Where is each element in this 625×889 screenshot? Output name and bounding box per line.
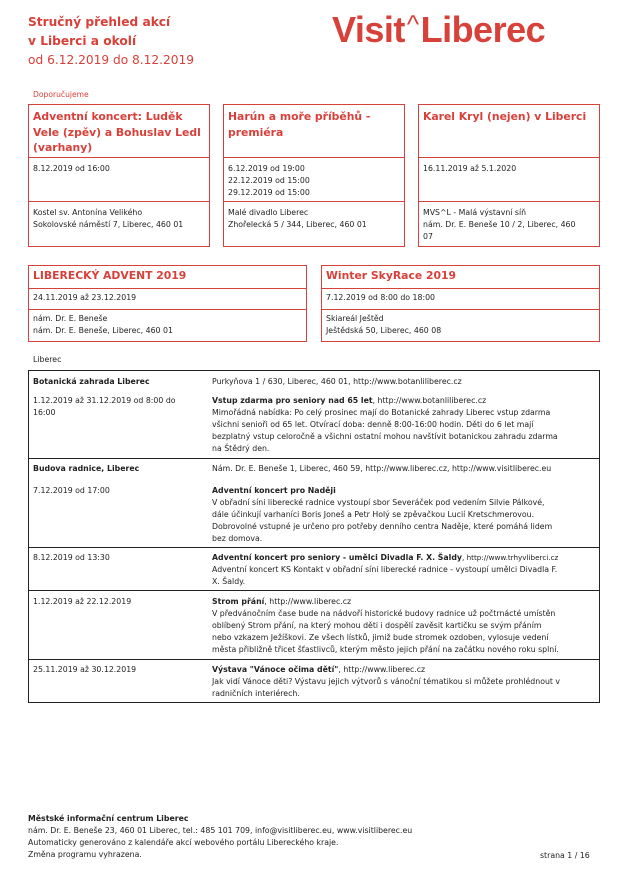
- event-date-line: 7.12.2019 od 17:00: [33, 486, 110, 495]
- card-place-line: Ještědská 50, Liberec, 460 08: [326, 326, 442, 335]
- event-item[interactable]: [212, 664, 560, 700]
- card-place-line: Zhořelecká 5 / 344, Liberec, 460 01: [228, 220, 367, 229]
- card-title-line: Winter SkyRace 2019: [326, 269, 456, 282]
- event-desc-line: V předvánočním čase bude na nádvoří historické budovy radnice už počtrnácté umístěn: [212, 609, 556, 618]
- card-place-line: nám. Dr. E. Beneše: [33, 314, 108, 323]
- event-date: [33, 395, 176, 419]
- recommended-card[interactable]: [28, 265, 307, 342]
- event-title[interactable]: Vstup zdarma pro seniory nad 65 let: [212, 396, 373, 405]
- event-desc-line: X. Šaldy.: [212, 577, 246, 586]
- venue-divider: [29, 458, 599, 459]
- event-desc-line: Mimořádná nabídka: Po celý prosinec mají do Botanické zahrady Liberec vstup zdarma: [212, 408, 551, 417]
- card-dates: [326, 292, 596, 304]
- logo-liberec: Liberec: [420, 9, 546, 50]
- card-date: 29.12.2019 od 15:00: [228, 188, 310, 197]
- event-desc-line: dále účinkují varhaníci Boris Joneš a Petr Holý se zpěvačkou Lucií Kretschmerovou.: [212, 510, 535, 519]
- event-title[interactable]: Strom přání: [212, 597, 265, 606]
- event-desc-line: V obřadní síni liberecké radnice vystoupí sbor Severáček pod vedením Silvie Pálkové,: [212, 498, 545, 507]
- event-desc-line: Dobrovolné vstupné je určeno pro potřeby denního centra Naděje, které pomáhá lidem: [212, 522, 553, 531]
- card-divider: [29, 157, 209, 158]
- logo-caret-icon: ^: [406, 9, 419, 39]
- card-title-line: Harún a moře příběhů -: [228, 110, 371, 123]
- events-table: [28, 370, 600, 703]
- footer-org: Městské informační centrum Liberec: [28, 814, 189, 823]
- doc-title-line-2: v Liberci a okolí: [28, 34, 137, 48]
- card-title-line: premiéra: [228, 125, 284, 139]
- card-title-line: Adventní koncert: Luděk: [33, 110, 183, 123]
- event-desc-line: Jak vidí Vánoce děti? Výstavu jejich výtvorů s vánoční tématikou si můžete prohlédnout v: [212, 677, 561, 686]
- card-place: [33, 207, 206, 231]
- visit-liberec-logo: [332, 9, 545, 51]
- event-date-line: 16:00: [33, 408, 56, 417]
- card-title[interactable]: [33, 109, 205, 156]
- event-date: [33, 596, 131, 608]
- card-dates: [228, 163, 401, 199]
- card-dates: [33, 163, 206, 175]
- event-date: [33, 485, 110, 497]
- footer-generated: Automaticky generováno z kalendáře akcí webového portálu Libereckého kraje.: [28, 838, 339, 847]
- recommended-card[interactable]: [321, 265, 600, 342]
- venue-name: Botanická zahrada Liberec: [33, 377, 150, 386]
- card-date: 8.12.2019 od 16:00: [33, 164, 110, 173]
- card-place-line: MVS^L - Malá výstavní síň: [423, 208, 527, 217]
- event-item[interactable]: [212, 395, 558, 455]
- event-desc-line: radničních interiérech.: [212, 689, 300, 698]
- card-place-line: nám. Dr. E. Beneše, Liberec, 460 01: [33, 326, 173, 335]
- card-divider: [29, 201, 209, 202]
- card-title[interactable]: [33, 268, 302, 284]
- card-divider: [322, 288, 599, 289]
- card-place: [33, 313, 303, 337]
- event-date-line: 8.12.2019 od 13:30: [33, 553, 110, 562]
- card-divider: [419, 157, 599, 158]
- card-title-line: (varhany): [33, 141, 93, 154]
- card-date: 6.12.2019 od 19:00: [228, 164, 305, 173]
- event-divider: [29, 659, 599, 660]
- event-item[interactable]: [212, 552, 558, 588]
- card-place-line: Kostel sv. Antonína Velikého: [33, 208, 143, 217]
- card-title-line: LIBERECKÝ ADVENT 2019: [33, 269, 187, 282]
- event-desc-line: Adventní koncert KS Kontakt v obřadní síni liberecké radnice - vystoupí umělci Divadla F.: [212, 565, 558, 574]
- recommended-card[interactable]: [418, 104, 600, 247]
- event-desc-line: bezplatný vstup celoročně a všichni ostatní mohou navštívit botanickou zahradu zdarma: [212, 432, 558, 441]
- card-date: 24.11.2019 až 23.12.2019: [33, 293, 137, 302]
- event-date-line: 1.12.2019 až 31.12.2019 od 8:00 do: [33, 396, 176, 405]
- event-desc-line: nebo vzkazem Ježíškovi. Ze všech lístků, jimiž bude stromek ozdoben, vylosuje vedení: [212, 633, 549, 642]
- card-divider: [224, 201, 404, 202]
- event-link[interactable]: , http://www.liberec.cz: [338, 665, 426, 674]
- event-title[interactable]: Adventní koncert pro seniory - umělci Divadla F. X. Šaldy: [212, 553, 462, 562]
- event-item[interactable]: [212, 596, 559, 656]
- event-link[interactable]: , http://www.botanliliberec.cz: [372, 396, 487, 405]
- card-divider: [29, 309, 306, 310]
- event-link[interactable]: , http://www.trhyvliberci.cz: [462, 553, 559, 562]
- event-date: [33, 664, 136, 676]
- event-title[interactable]: Adventní koncert pro Naději: [212, 486, 336, 495]
- doc-title-line-1: Stručný přehled akcí: [28, 15, 171, 29]
- event-desc-line: oblíbený Strom přání, na který mohou děti i dospělí zavěsit kartičku se svým přáním: [212, 621, 542, 630]
- card-divider: [29, 288, 306, 289]
- card-date: 16.11.2019 až 5.1.2020: [423, 164, 517, 173]
- event-item[interactable]: [212, 485, 552, 545]
- card-place-line: 07: [423, 232, 433, 241]
- venue-name: Budova radnice, Liberec: [33, 464, 140, 473]
- card-place-line: Malé divadlo Liberec: [228, 208, 309, 217]
- event-desc-line: bez domova.: [212, 534, 263, 543]
- card-date: 7.12.2019 od 8:00 do 18:00: [326, 293, 436, 302]
- card-dates: [33, 292, 303, 304]
- venue-address[interactable]: Nám. Dr. E. Beneše 1, Liberec, 460 59, http://www.liberec.cz, http://www.visitliberec.eu: [212, 464, 552, 473]
- card-place: [228, 207, 401, 231]
- card-divider: [419, 201, 599, 202]
- card-title[interactable]: [228, 109, 400, 140]
- footer-contact[interactable]: nám. Dr. E. Beneše 23, 460 01 Liberec, tel.: 485 101 709, info@visitliberec.eu, www.visitliberec.eu: [28, 826, 413, 835]
- event-divider: [29, 590, 599, 591]
- card-place-line: Sokolovské náměstí 7, Liberec, 460 01: [33, 220, 184, 229]
- event-desc-line: města přibližně třicet šťastlivců, kterým město jejich přání na začátku nového roku splní.: [212, 645, 559, 654]
- doc-date-range: od 6.12.2019 do 8.12.2019: [28, 53, 195, 67]
- event-link[interactable]: , http://www.liberec.cz: [264, 597, 352, 606]
- page-number: strana 1 / 16: [540, 851, 590, 860]
- card-place: [326, 313, 596, 337]
- footer-disclaimer: Změna programu vyhrazena.: [28, 850, 142, 859]
- card-title-line: Karel Kryl (nejen) v Liberci: [423, 110, 587, 123]
- venue-address[interactable]: Purkyňova 1 / 630, Liberec, 460 01, http://www.botanliliberec.cz: [212, 377, 462, 386]
- event-date-line: 25.11.2019 až 30.12.2019: [33, 665, 137, 674]
- card-date: 22.12.2019 od 15:00: [228, 176, 310, 185]
- card-dates: [423, 163, 596, 175]
- event-divider: [29, 547, 599, 548]
- card-divider: [224, 157, 404, 158]
- card-place: [423, 207, 596, 243]
- card-place-line: nám. Dr. E. Beneše 10 / 2, Liberec, 460: [423, 220, 576, 229]
- card-title[interactable]: [423, 109, 595, 125]
- card-place-line: Skiareál Ještěd: [326, 314, 384, 323]
- event-desc-line: na Štědrý den.: [212, 444, 270, 453]
- card-title[interactable]: [326, 268, 595, 284]
- city-section-label: Liberec: [33, 355, 62, 364]
- event-desc-line: všichni senioři od 65 let. Otvírací doba: denně 8:00-16:00 hodin. Děti do 6 let mají: [212, 420, 534, 429]
- recommended-card[interactable]: [28, 104, 210, 247]
- recommended-label: Doporučujeme: [33, 90, 89, 99]
- card-title-line: Vele (zpěv) a Bohuslav Ledl: [33, 125, 201, 139]
- event-date-line: 1.12.2019 až 22.12.2019: [33, 597, 132, 606]
- card-divider: [322, 309, 599, 310]
- event-title[interactable]: Výstava "Vánoce očima dětí": [212, 665, 339, 674]
- recommended-card[interactable]: [223, 104, 405, 247]
- logo-visit: Visit: [332, 9, 405, 50]
- event-date: [33, 552, 110, 564]
